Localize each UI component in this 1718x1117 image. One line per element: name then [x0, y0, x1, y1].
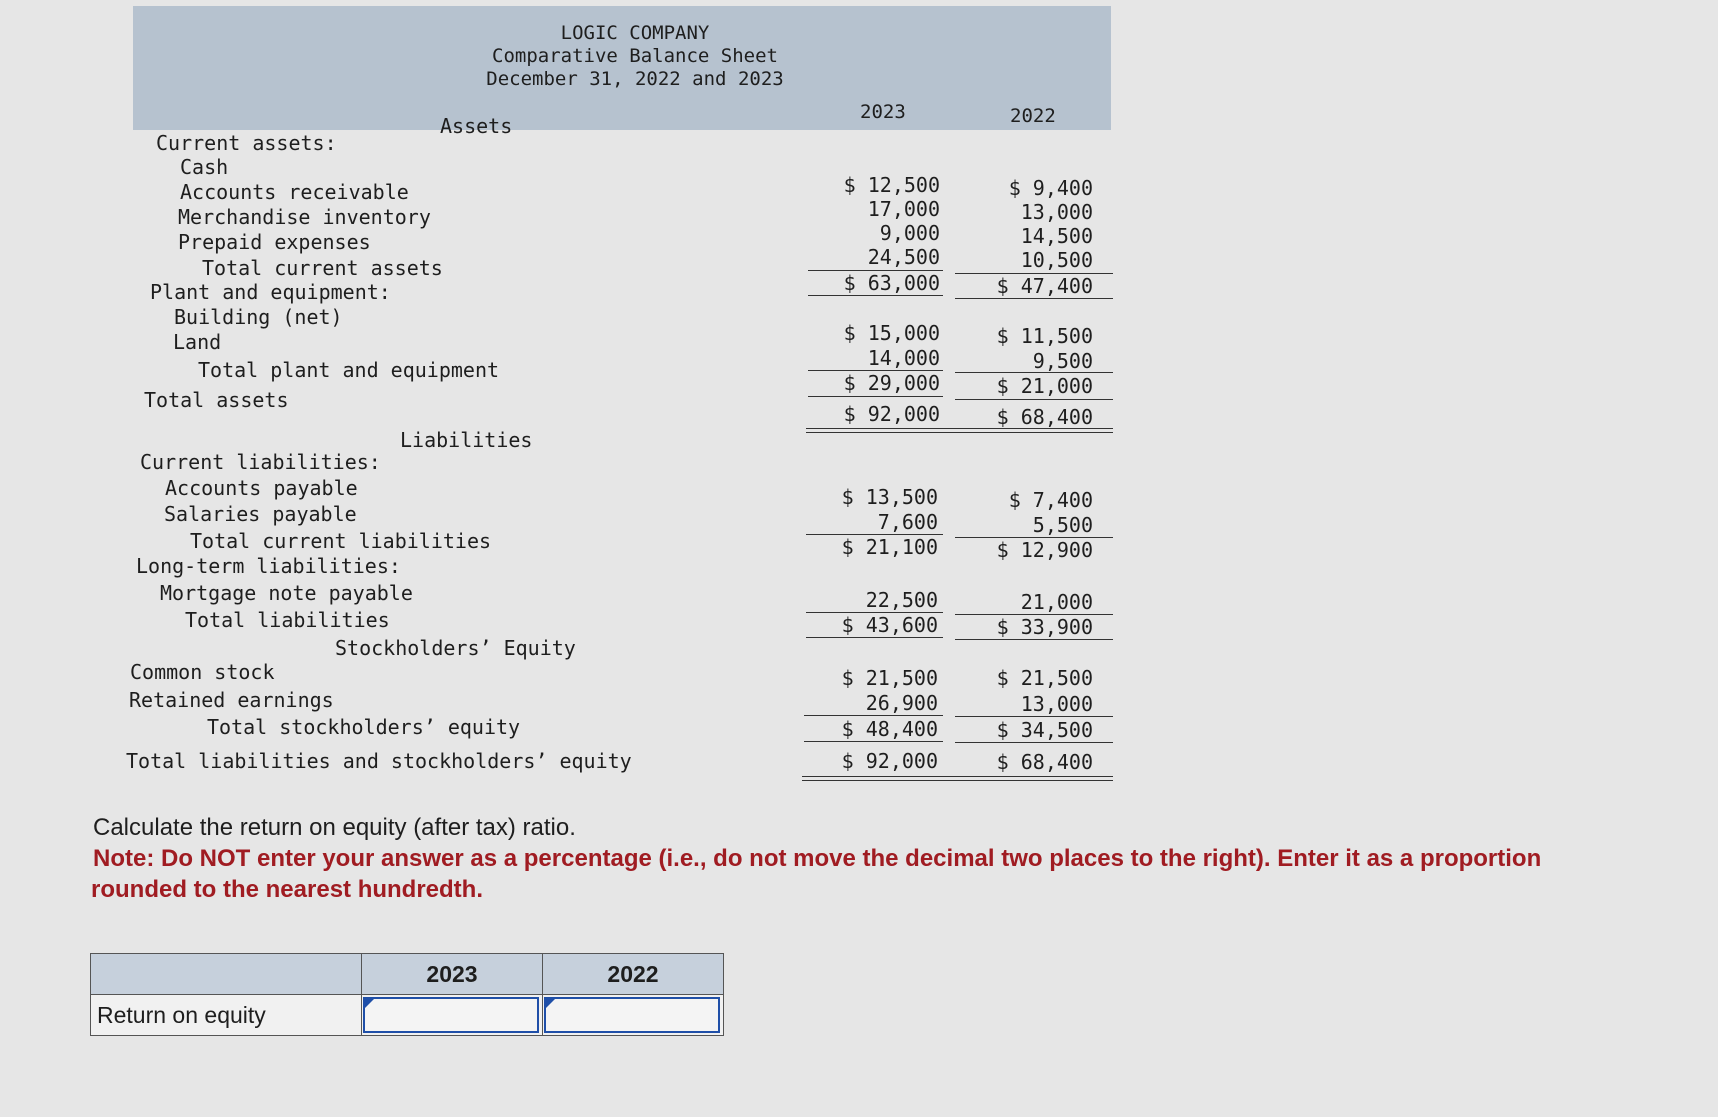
- value-total-current-assets-2023: $ 63,000: [843, 271, 940, 295]
- total-rule: [808, 396, 943, 397]
- value-inventory-2022: 14,500: [1020, 224, 1093, 248]
- label-current-assets: Current assets:: [156, 131, 337, 155]
- column-header-2023: 2023: [860, 101, 906, 123]
- label-accounts-payable: Accounts payable: [165, 476, 358, 500]
- label-current-liabilities: Current liabilities:: [140, 450, 381, 474]
- label-accounts-receivable: Accounts receivable: [180, 180, 409, 204]
- label-common-stock: Common stock: [130, 660, 275, 684]
- value-total-liabilities-2023: $ 43,600: [841, 613, 938, 637]
- label-building: Building (net): [174, 305, 343, 329]
- column-header-2022: 2022: [1010, 105, 1056, 127]
- answer-table: [90, 953, 724, 1036]
- value-total-equity-2023: $ 48,400: [841, 717, 938, 741]
- value-retained-2022: 13,000: [1020, 692, 1093, 716]
- value-total-le-2022: $ 68,400: [996, 750, 1093, 774]
- value-total-assets-2023: $ 92,000: [843, 402, 940, 426]
- company-name: LOGIC COMPANY: [560, 22, 710, 44]
- total-rule: [806, 637, 943, 638]
- answer-row-label: Return on equity: [91, 995, 362, 1036]
- total-rule: [955, 639, 1113, 640]
- double-rule: [802, 776, 1113, 781]
- label-retained-earnings: Retained earnings: [129, 688, 334, 712]
- value-building-2023: $ 15,000: [843, 321, 940, 345]
- label-total-stockholders-equity: Total stockholders’ equity: [207, 715, 521, 739]
- subtotal-rule: [804, 715, 943, 716]
- value-ap-2023: $ 13,500: [841, 485, 938, 509]
- question-note-line2: rounded to the nearest hundredth.: [91, 876, 484, 903]
- total-rule: [808, 295, 943, 296]
- total-rule: [955, 742, 1113, 743]
- value-total-current-assets-2022: $ 47,400: [996, 274, 1093, 298]
- total-rule: [804, 741, 943, 742]
- label-plant-equipment: Plant and equipment:: [150, 280, 391, 304]
- label-total-plant: Total plant and equipment: [198, 358, 500, 382]
- label-total-assets: Total assets: [144, 388, 289, 412]
- value-total-equity-2022: $ 34,500: [996, 718, 1093, 742]
- value-total-le-2023: $ 92,000: [841, 749, 938, 773]
- return-on-equity-2023-input[interactable]: [363, 997, 539, 1033]
- section-stockholders-equity: Stockholders’ Equity: [335, 636, 576, 660]
- value-total-plant-2023: $ 29,000: [843, 371, 940, 395]
- value-salaries-2022: 5,500: [1032, 513, 1093, 537]
- value-ar-2023: 17,000: [867, 197, 940, 221]
- subtotal-rule: [955, 716, 1113, 717]
- value-mortgage-2023: 22,500: [865, 588, 938, 612]
- value-total-current-liabilities-2023: $ 21,100: [841, 535, 938, 559]
- label-total-current-assets: Total current assets: [202, 256, 443, 280]
- return-on-equity-2022-input[interactable]: [544, 997, 720, 1033]
- total-rule: [955, 399, 1113, 400]
- value-land-2023: 14,000: [867, 346, 940, 370]
- double-rule: [806, 428, 1113, 433]
- label-long-term-liabilities: Long-term liabilities:: [136, 554, 401, 578]
- label-total-liabilities-and-equity: Total liabilities and stockholders’ equity: [126, 749, 632, 773]
- value-total-assets-2022: $ 68,400: [996, 405, 1093, 429]
- label-land: Land: [173, 330, 222, 354]
- value-mortgage-2022: 21,000: [1020, 590, 1093, 614]
- value-land-2022: 9,500: [1032, 349, 1093, 373]
- label-cash: Cash: [180, 155, 229, 179]
- statement-date: December 31, 2022 and 2023: [486, 68, 784, 90]
- value-cash-2022: $ 9,400: [1008, 176, 1093, 200]
- answer-column-2022: 2022: [543, 954, 724, 995]
- answer-column-2023: 2023: [362, 954, 543, 995]
- value-retained-2023: 26,900: [865, 691, 938, 715]
- label-mortgage-note: Mortgage note payable: [160, 581, 413, 605]
- value-total-plant-2022: $ 21,000: [996, 374, 1093, 398]
- value-cash-2023: $ 12,500: [843, 173, 940, 197]
- label-salaries-payable: Salaries payable: [164, 502, 357, 526]
- value-ap-2022: $ 7,400: [1008, 488, 1093, 512]
- value-ar-2022: 13,000: [1020, 200, 1093, 224]
- value-common-stock-2022: $ 21,500: [996, 666, 1093, 690]
- value-salaries-2023: 7,600: [877, 510, 938, 534]
- section-assets: Assets: [440, 114, 513, 138]
- value-prepaid-2023: 24,500: [867, 245, 940, 269]
- question-prompt: Calculate the return on equity (after tax) ratio.: [93, 814, 576, 841]
- answer-table-corner: [91, 954, 362, 995]
- value-building-2022: $ 11,500: [996, 324, 1093, 348]
- value-inventory-2023: 9,000: [879, 221, 940, 245]
- label-total-liabilities: Total liabilities: [185, 608, 390, 632]
- label-prepaid-expenses: Prepaid expenses: [178, 230, 371, 254]
- value-total-current-liabilities-2022: $ 12,900: [996, 538, 1093, 562]
- section-liabilities: Liabilities: [400, 428, 533, 452]
- label-total-current-liabilities: Total current liabilities: [190, 529, 492, 553]
- statement-title: Comparative Balance Sheet: [492, 45, 778, 67]
- answer-cell-2022: [543, 995, 724, 1036]
- value-total-liabilities-2022: $ 33,900: [996, 615, 1093, 639]
- question-note-line1: Note: Do NOT enter your answer as a percentage (i.e., do not move the decimal two places to the right). Enter it as a proportion: [93, 845, 1542, 872]
- value-common-stock-2023: $ 21,500: [841, 666, 938, 690]
- total-rule: [955, 298, 1113, 299]
- answer-cell-2023: [362, 995, 543, 1036]
- value-prepaid-2022: 10,500: [1020, 248, 1093, 272]
- label-merchandise-inventory: Merchandise inventory: [178, 205, 431, 229]
- subtotal-rule: [955, 372, 1113, 373]
